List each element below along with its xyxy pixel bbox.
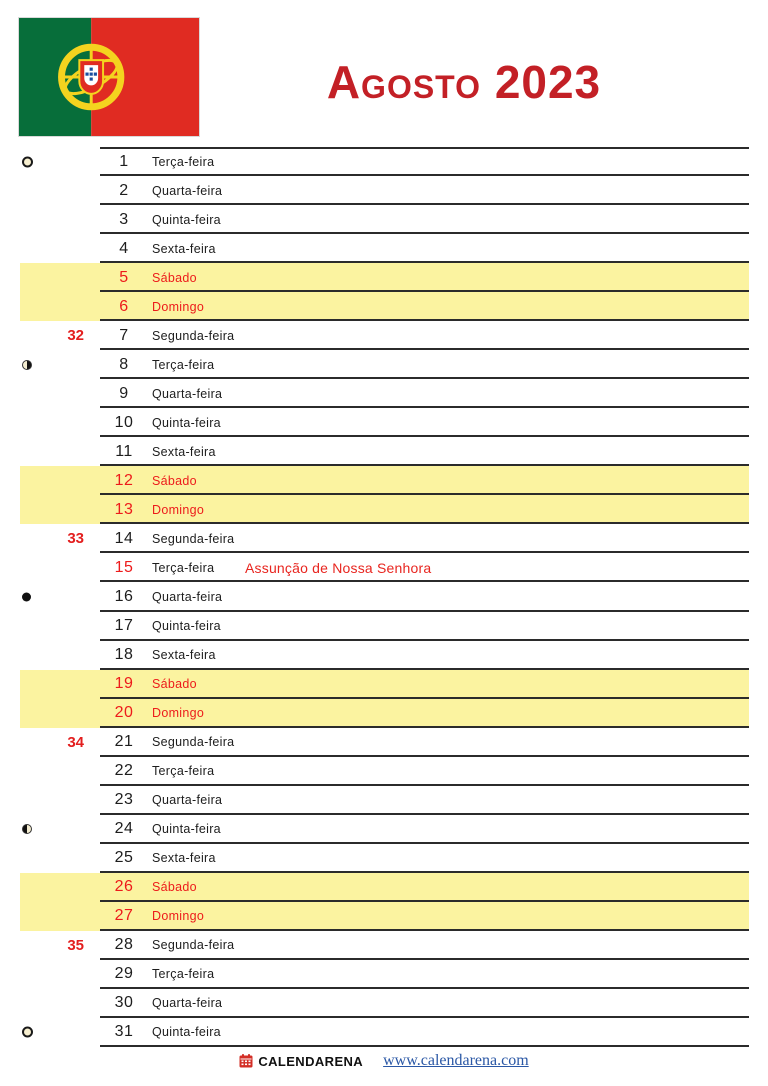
calendar-row — [20, 612, 749, 641]
day-name: Terça-feira — [152, 357, 215, 372]
day-number: 16 — [114, 587, 134, 605]
day-number: 25 — [114, 849, 134, 867]
calendar-row — [20, 641, 749, 670]
calendar-row — [20, 989, 749, 1018]
day-number: 4 — [119, 239, 129, 257]
day-name: Terça-feira — [152, 764, 215, 779]
calendar-row — [20, 1018, 749, 1047]
day-name: Quinta-feira — [152, 212, 221, 227]
calendar-row — [20, 960, 749, 989]
day-name: Sexta-feira — [152, 851, 216, 866]
footer — [0, 1049, 768, 1073]
day-name: Quinta-feira — [152, 1025, 221, 1040]
day-number: 24 — [114, 820, 134, 838]
calendar-row — [20, 873, 749, 902]
calendar-row — [20, 757, 749, 786]
day-number: 27 — [114, 907, 134, 925]
portugal-flag-graphic — [19, 18, 199, 136]
calendar-row — [20, 292, 749, 321]
calendar-row — [20, 786, 749, 815]
holiday-label: Assunção de Nossa Senhora — [245, 559, 432, 576]
day-number: 29 — [114, 965, 134, 983]
day-number: 5 — [119, 268, 129, 286]
calendar-row — [20, 728, 749, 757]
calendar-row — [20, 815, 749, 844]
day-name: Quarta-feira — [152, 793, 223, 808]
day-number: 23 — [114, 791, 134, 809]
calendar-icon — [239, 1054, 253, 1068]
day-number: 2 — [119, 181, 129, 199]
new-moon-icon — [22, 592, 31, 601]
day-number: 18 — [114, 646, 134, 664]
calendar-row — [20, 553, 749, 582]
last-quarter-moon-icon — [22, 360, 32, 370]
day-name: Sábado — [152, 880, 197, 895]
day-name: Quinta-feira — [152, 619, 221, 634]
day-name: Domingo — [152, 706, 205, 721]
day-name: Segunda-feira — [152, 735, 235, 750]
day-number: 20 — [114, 704, 134, 722]
day-name: Quinta-feira — [152, 822, 221, 837]
brand-name: CALENDARENA — [258, 1053, 364, 1069]
day-number: 3 — [119, 210, 129, 228]
day-name: Sábado — [152, 473, 197, 488]
week-number: 34 — [67, 733, 84, 751]
first-quarter-moon-icon — [22, 824, 32, 834]
calendar-row — [20, 147, 749, 176]
day-name: Quarta-feira — [152, 589, 223, 604]
full-moon-icon — [22, 156, 33, 167]
day-name: Sexta-feira — [152, 241, 216, 256]
calendar-row — [20, 670, 749, 699]
website-link[interactable]: www.calendarena.com — [383, 1052, 529, 1069]
day-name: Terça-feira — [152, 967, 215, 982]
day-name: Domingo — [152, 299, 205, 314]
day-number: 17 — [114, 617, 134, 635]
day-name: Segunda-feira — [152, 938, 235, 953]
calendar-row — [20, 205, 749, 234]
page-title: Agosto 2023 — [326, 56, 602, 108]
day-name: Segunda-feira — [152, 531, 235, 546]
calendar-row — [20, 699, 749, 728]
calendar-row — [20, 176, 749, 205]
day-number: 10 — [114, 413, 134, 431]
day-number: 6 — [119, 297, 129, 315]
calendar-row — [20, 263, 749, 292]
portugal-flag-icon — [18, 17, 200, 137]
calendar-row — [20, 350, 749, 379]
day-name: Quarta-feira — [152, 386, 223, 401]
day-name: Terça-feira — [152, 154, 215, 169]
day-name: Terça-feira — [152, 560, 215, 575]
day-number: 12 — [114, 471, 134, 489]
day-number: 9 — [119, 384, 129, 402]
day-number: 31 — [114, 1023, 134, 1041]
day-number: 19 — [114, 675, 134, 693]
day-number: 13 — [114, 500, 134, 518]
day-name: Sábado — [152, 677, 197, 692]
day-number: 15 — [114, 558, 134, 576]
day-name: Quarta-feira — [152, 183, 223, 198]
day-name: Quarta-feira — [152, 996, 223, 1011]
day-number: 30 — [114, 994, 134, 1012]
day-name: Segunda-feira — [152, 328, 235, 343]
calendar-row — [20, 931, 749, 960]
calendar-row — [20, 379, 749, 408]
calendar-row — [20, 234, 749, 263]
day-name: Quinta-feira — [152, 415, 221, 430]
calendar-row — [20, 524, 749, 553]
full-moon-icon — [22, 1027, 33, 1038]
calendar-table — [20, 147, 749, 1047]
calendar-row — [20, 408, 749, 437]
day-number: 11 — [115, 442, 133, 460]
day-number: 14 — [114, 529, 134, 547]
day-number: 1 — [119, 152, 129, 170]
calendar-row — [20, 437, 749, 466]
calendar-row — [20, 495, 749, 524]
day-number: 22 — [114, 762, 134, 780]
week-number: 33 — [67, 530, 84, 548]
calendar-row — [20, 902, 749, 931]
day-name: Sexta-feira — [152, 648, 216, 663]
day-number: 26 — [114, 878, 134, 896]
calendar-row — [20, 582, 749, 611]
day-name: Domingo — [152, 502, 205, 517]
week-number: 32 — [67, 327, 84, 345]
day-number: 28 — [114, 936, 134, 954]
day-name: Sexta-feira — [152, 444, 216, 459]
brand-group — [239, 1054, 363, 1069]
calendar-row — [20, 466, 749, 495]
day-name: Sábado — [152, 270, 197, 285]
day-number: 8 — [119, 355, 129, 373]
calendar-row — [20, 321, 749, 350]
day-name: Domingo — [152, 909, 205, 924]
calendar-row — [20, 844, 749, 873]
day-number: 7 — [119, 326, 129, 344]
day-number: 21 — [114, 733, 134, 751]
week-number: 35 — [67, 936, 84, 954]
